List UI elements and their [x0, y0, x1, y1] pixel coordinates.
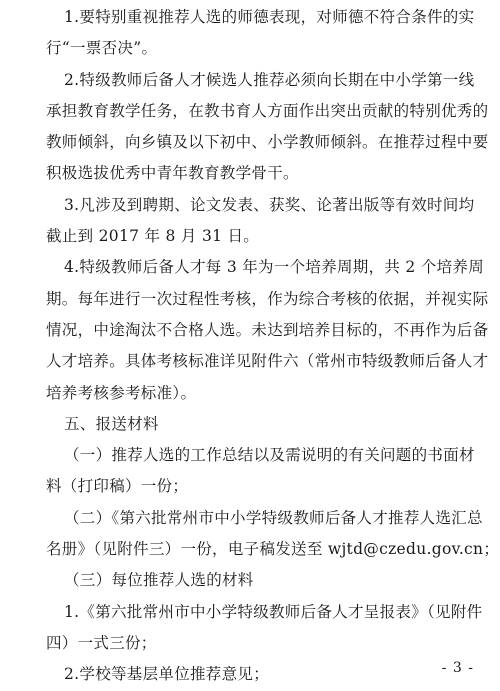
text-line: 期。每年进行一次过程性考核，作为综合考核的依据，并视实际	[46, 289, 489, 308]
text-line: 3.凡涉及到聘期、论文发表、获奖、论著出版等有效时间均	[64, 195, 475, 214]
text-line: 积极选拔优秀中青年教育教学骨干。	[46, 164, 299, 183]
text-line: 1.《第六批常州市中小学特级教师后备人才呈报表》（见附件	[64, 602, 483, 621]
text-line: 行“一票否决”。	[46, 39, 158, 58]
text-line: （一）推荐人选的工作总结以及需说明的有关问题的书面材	[64, 446, 475, 465]
text-line: 截止到 2017 年 8 月 31 日。	[46, 227, 260, 246]
text-line: 名册》（见附件三）一份，电子稿发送至 wjtd@czedu.gov.cn；	[46, 540, 500, 559]
section-heading: 五、报送材料	[64, 414, 159, 433]
text-line: 四）一式三份；	[46, 633, 157, 652]
text-line: （三）每位推荐人选的材料	[64, 571, 254, 590]
text-line: 2.特级教师后备人才候选人推荐必须向长期在中小学第一线	[64, 70, 475, 89]
body-text	[46, 2, 500, 691]
text-line: 1.要特别重视推荐人选的师德表现，对师德不符合条件的实	[64, 8, 475, 26]
page-number: - 3 -	[441, 660, 474, 676]
text-line: 承担教育教学任务，在教书育人方面作出突出贡献的特别优秀的	[46, 101, 489, 120]
text-line: 培养考核参考标准）。	[46, 383, 197, 402]
text-line: 人才培养。具体考核标准详见附件六（常州市特级教师后备人才	[46, 352, 489, 371]
text-line: 料（打印稿）一份；	[46, 477, 189, 496]
text-line: 4.特级教师后备人才每 3 年为一个培养周期，共 2 个培养周	[64, 258, 485, 277]
text-line: 教师倾斜，向乡镇及以下初中、小学教师倾斜。在推荐过程中要	[46, 133, 489, 152]
text-line: 情况，中途淘汰不合格人选。未达到培养目标的，不再作为后备	[46, 320, 489, 339]
text-line: 2.学校等基层单位推荐意见；	[64, 665, 269, 684]
text-line: （二）《第六批常州市中小学特级教师后备人才推荐人选汇总	[64, 508, 483, 527]
